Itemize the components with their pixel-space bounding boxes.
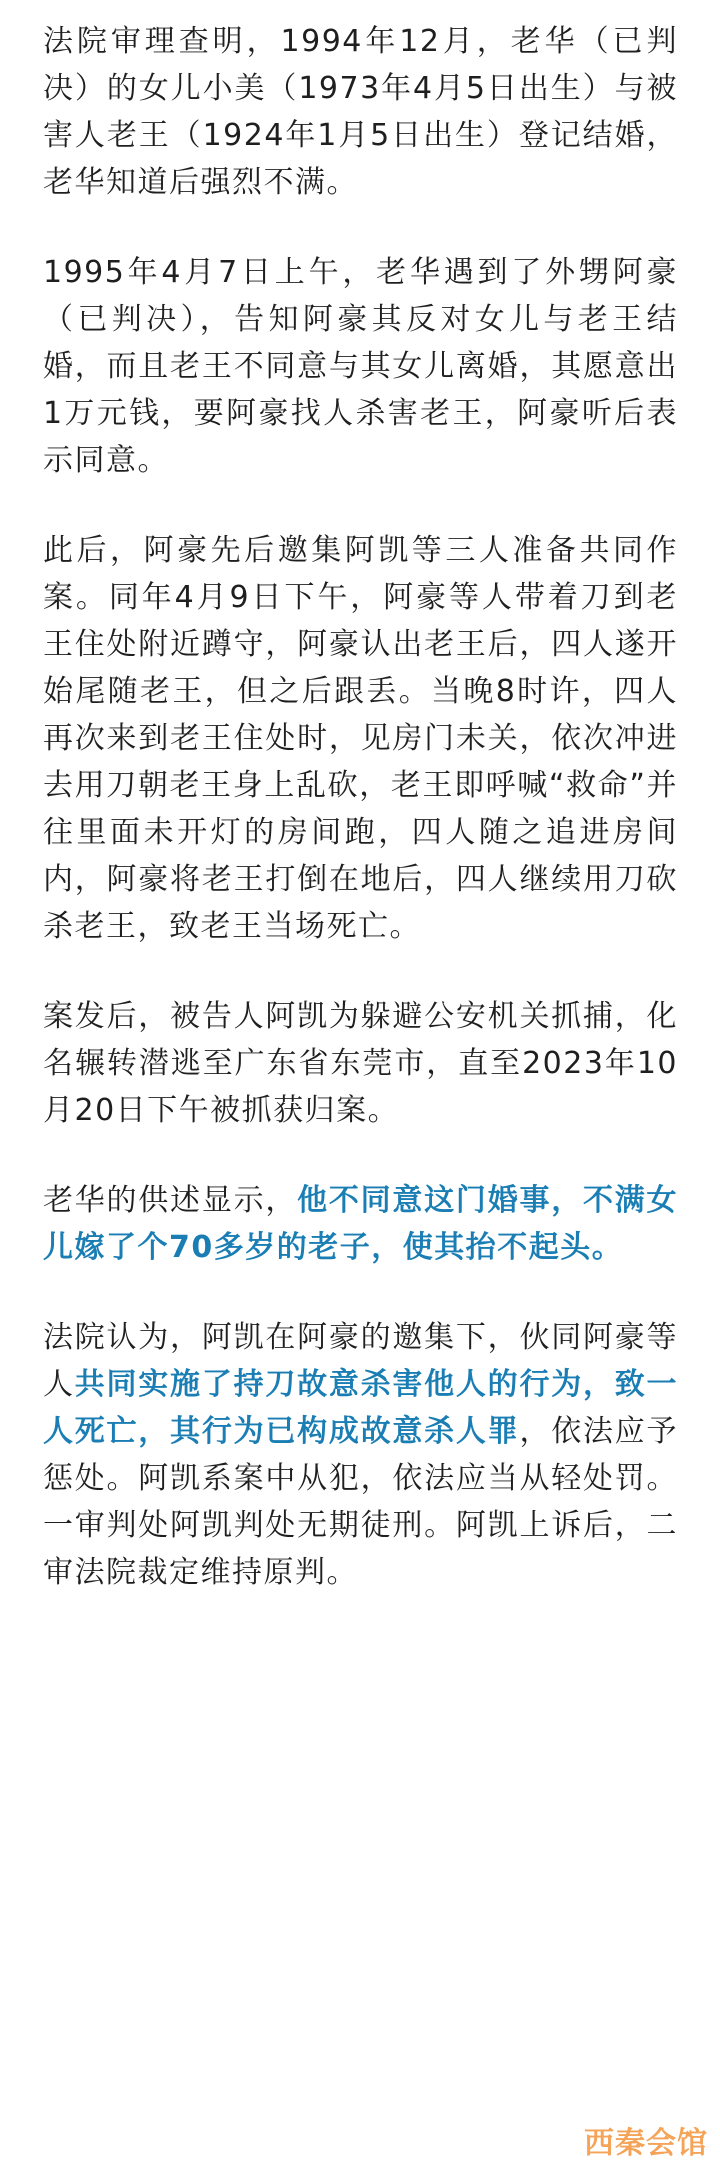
highlighted-text: 他不同意这门婚事，不满女儿嫁了个70多岁的老子，使其抬不起头。: [43, 1183, 679, 1265]
paragraph-text: 法院认为，阿凯在阿豪的邀集下，伙同阿豪等人: [43, 1320, 678, 1402]
paragraph-text: 老华的供述显示，: [43, 1183, 298, 1218]
site-watermark-logo: 西秦会馆: [584, 2126, 708, 2161]
paragraph-2: [43, 249, 678, 484]
paragraph-3: [43, 527, 678, 950]
paragraph-text: 法院审理查明，1994年12月，老华（已判决）的女儿小美（1973年4月5日出生）与被害人老王（1924年1月5日出生）登记结婚，老华知道后强烈不满。: [43, 24, 678, 200]
paragraph-5: [43, 1177, 678, 1271]
paragraph-text: 案发后，被告人阿凯为躲避公安机关抓捕，化名辗转潜逃至广东省东莞市，直至2023年10月20日下午被抓获归案。: [43, 999, 678, 1128]
paragraph-1: [43, 18, 678, 206]
paragraph-4: [43, 993, 678, 1134]
paragraph-text: ，依法应予惩处。阿凯系案中从犯，依法应当从轻处罚。一审判处阿凯判处无期徒刑。阿凯上诉后，二审法院裁定维持原判。: [43, 1414, 679, 1590]
highlighted-text: 共同实施了持刀故意杀害他人的行为，致一人死亡，其行为已构成故意杀人罪: [43, 1367, 679, 1449]
paragraph-6: [43, 1314, 678, 1596]
paragraph-text: 1995年4月7日上午，老华遇到了外甥阿豪（已判决），告知阿豪其反对女儿与老王结婚，而且老王不同意与其女儿离婚，其愿意出1万元钱，要阿豪找人杀害老王，阿豪听后表示同意。: [43, 255, 678, 478]
paragraph-text: 此后，阿豪先后邀集阿凯等三人准备共同作案。同年4月9日下午，阿豪等人带着刀到老王住处附近蹲守，阿豪认出老王后，四人遂开始尾随老王，但之后跟丢。当晚8时许，四人再次来到老王住处时，见房门未关，依次冲进去用刀朝老王身上乱砍，老王即呼喊“救命”并往里面未开灯的房间跑，四人随之追进房间内，阿豪将老王打倒在地后，四人继续用刀砍杀老王，致老王当场死亡。: [43, 533, 678, 944]
